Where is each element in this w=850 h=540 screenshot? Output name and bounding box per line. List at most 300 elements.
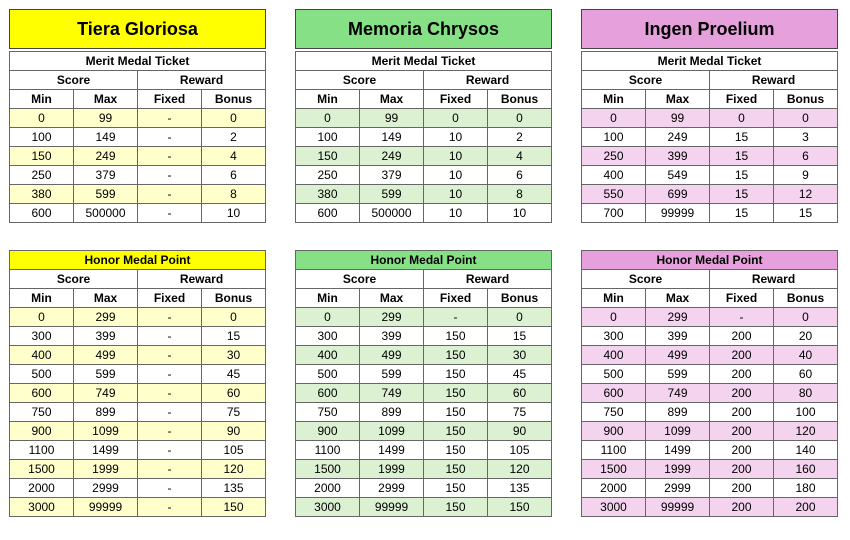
fixed-reward-cell: 150 [424, 346, 488, 365]
score-max-cell: 2999 [646, 479, 710, 498]
fixed-reward-cell: - [138, 479, 202, 498]
bonus-reward-cell: 10 [202, 204, 266, 223]
score-min-cell: 2000 [582, 479, 646, 498]
score-max-cell: 1499 [360, 441, 424, 460]
merit-medal-header: Merit Medal Ticket [582, 52, 838, 71]
score-min-cell: 3000 [10, 498, 74, 517]
bonus-reward-cell: 4 [202, 147, 266, 166]
score-max-cell: 149 [74, 128, 138, 147]
score-header: Score [582, 71, 710, 90]
score-min-cell: 300 [10, 327, 74, 346]
table-row [296, 479, 552, 498]
score-min-cell: 250 [296, 166, 360, 185]
score-max-cell: 249 [360, 147, 424, 166]
fixed-reward-cell: 10 [424, 185, 488, 204]
bonus-reward-cell: 0 [774, 109, 838, 128]
score-header: Score [296, 71, 424, 90]
table-row [10, 147, 266, 166]
bonus-reward-cell: 15 [774, 204, 838, 223]
bonus-reward-cell: 15 [202, 327, 266, 346]
table-row [582, 308, 838, 327]
table-row [296, 403, 552, 422]
bonus-reward-cell: 45 [202, 365, 266, 384]
score-max-cell: 2999 [360, 479, 424, 498]
event-title: Memoria Chrysos [295, 9, 552, 49]
bonus-header: Bonus [774, 289, 838, 308]
bonus-reward-cell: 140 [774, 441, 838, 460]
fixed-reward-cell: 10 [424, 166, 488, 185]
reward-header: Reward [138, 270, 266, 289]
max-header: Max [646, 289, 710, 308]
fixed-header: Fixed [424, 289, 488, 308]
fixed-reward-cell: 150 [424, 403, 488, 422]
merit-medal-table [295, 51, 552, 223]
table-row [296, 384, 552, 403]
fixed-reward-cell: 150 [424, 422, 488, 441]
table-row [582, 479, 838, 498]
table-row [10, 204, 266, 223]
score-max-cell: 599 [360, 185, 424, 204]
fixed-reward-cell: 200 [710, 346, 774, 365]
table-row [582, 204, 838, 223]
table-row [10, 166, 266, 185]
fixed-reward-cell: 150 [424, 365, 488, 384]
bonus-header: Bonus [774, 90, 838, 109]
score-max-cell: 299 [360, 308, 424, 327]
fixed-reward-cell: - [138, 166, 202, 185]
max-header: Max [74, 90, 138, 109]
score-min-cell: 400 [296, 346, 360, 365]
score-max-cell: 379 [74, 166, 138, 185]
fixed-header: Fixed [710, 90, 774, 109]
reward-header: Reward [710, 270, 838, 289]
event-column [9, 9, 266, 531]
table-row [582, 346, 838, 365]
score-min-cell: 3000 [582, 498, 646, 517]
score-max-cell: 500000 [74, 204, 138, 223]
score-min-cell: 1500 [10, 460, 74, 479]
score-max-cell: 899 [360, 403, 424, 422]
fixed-reward-cell: 15 [710, 166, 774, 185]
fixed-reward-cell: - [138, 204, 202, 223]
score-min-cell: 1100 [582, 441, 646, 460]
score-min-cell: 0 [296, 109, 360, 128]
score-min-cell: 1500 [582, 460, 646, 479]
fixed-reward-cell: 200 [710, 365, 774, 384]
table-row [10, 460, 266, 479]
fixed-reward-cell: - [424, 308, 488, 327]
score-max-cell: 249 [74, 147, 138, 166]
bonus-reward-cell: 100 [774, 403, 838, 422]
score-max-cell: 1999 [74, 460, 138, 479]
bonus-reward-cell: 120 [202, 460, 266, 479]
bonus-reward-cell: 0 [774, 308, 838, 327]
score-min-cell: 750 [10, 403, 74, 422]
score-max-cell: 1099 [646, 422, 710, 441]
fixed-reward-cell: 10 [424, 128, 488, 147]
fixed-reward-cell: - [138, 128, 202, 147]
fixed-reward-cell: 150 [424, 327, 488, 346]
score-min-cell: 700 [582, 204, 646, 223]
table-row [10, 128, 266, 147]
bonus-reward-cell: 150 [488, 498, 552, 517]
table-row [296, 308, 552, 327]
fixed-header: Fixed [424, 90, 488, 109]
score-max-cell: 599 [74, 185, 138, 204]
bonus-reward-cell: 105 [202, 441, 266, 460]
score-max-cell: 99999 [360, 498, 424, 517]
score-min-cell: 100 [10, 128, 74, 147]
score-min-cell: 3000 [296, 498, 360, 517]
score-header: Score [296, 270, 424, 289]
bonus-reward-cell: 120 [774, 422, 838, 441]
bonus-reward-cell: 160 [774, 460, 838, 479]
bonus-reward-cell: 45 [488, 365, 552, 384]
bonus-reward-cell: 150 [202, 498, 266, 517]
score-min-cell: 100 [296, 128, 360, 147]
score-min-cell: 550 [582, 185, 646, 204]
bonus-header: Bonus [488, 289, 552, 308]
table-row [296, 147, 552, 166]
bonus-reward-cell: 120 [488, 460, 552, 479]
table-row [10, 441, 266, 460]
table-row [296, 460, 552, 479]
bonus-reward-cell: 135 [488, 479, 552, 498]
score-max-cell: 500000 [360, 204, 424, 223]
fixed-reward-cell: 10 [424, 147, 488, 166]
score-min-cell: 900 [296, 422, 360, 441]
score-max-cell: 99 [646, 109, 710, 128]
fixed-reward-cell: - [138, 441, 202, 460]
honor-medal-header: Honor Medal Point [582, 251, 838, 270]
score-min-cell: 2000 [296, 479, 360, 498]
table-row [582, 460, 838, 479]
bonus-reward-cell: 9 [774, 166, 838, 185]
bonus-reward-cell: 30 [202, 346, 266, 365]
fixed-reward-cell: - [138, 365, 202, 384]
fixed-reward-cell: 200 [710, 422, 774, 441]
table-row [296, 365, 552, 384]
bonus-reward-cell: 15 [488, 327, 552, 346]
table-row [296, 204, 552, 223]
fixed-reward-cell: 200 [710, 498, 774, 517]
bonus-reward-cell: 8 [488, 185, 552, 204]
table-row [582, 498, 838, 517]
fixed-header: Fixed [138, 289, 202, 308]
score-min-cell: 600 [10, 384, 74, 403]
score-max-cell: 1099 [74, 422, 138, 441]
score-max-cell: 1999 [360, 460, 424, 479]
score-min-cell: 600 [10, 204, 74, 223]
score-max-cell: 499 [360, 346, 424, 365]
table-row [296, 109, 552, 128]
bonus-reward-cell: 135 [202, 479, 266, 498]
bonus-reward-cell: 12 [774, 185, 838, 204]
score-max-cell: 99 [74, 109, 138, 128]
score-header: Score [10, 270, 138, 289]
score-min-cell: 750 [296, 403, 360, 422]
min-header: Min [582, 90, 646, 109]
reward-header: Reward [424, 270, 552, 289]
table-row [10, 185, 266, 204]
fixed-reward-cell: 200 [710, 403, 774, 422]
score-max-cell: 749 [646, 384, 710, 403]
max-header: Max [360, 289, 424, 308]
score-max-cell: 749 [74, 384, 138, 403]
table-row [10, 479, 266, 498]
bonus-reward-cell: 20 [774, 327, 838, 346]
max-header: Max [646, 90, 710, 109]
score-max-cell: 379 [360, 166, 424, 185]
score-min-cell: 500 [10, 365, 74, 384]
score-max-cell: 399 [646, 147, 710, 166]
table-row [582, 147, 838, 166]
bonus-reward-cell: 200 [774, 498, 838, 517]
bonus-reward-cell: 4 [488, 147, 552, 166]
score-min-cell: 2000 [10, 479, 74, 498]
reward-header: Reward [424, 71, 552, 90]
bonus-reward-cell: 180 [774, 479, 838, 498]
score-max-cell: 1499 [646, 441, 710, 460]
score-min-cell: 380 [296, 185, 360, 204]
fixed-reward-cell: 0 [710, 109, 774, 128]
fixed-reward-cell: 15 [710, 128, 774, 147]
table-row [296, 166, 552, 185]
table-row [582, 185, 838, 204]
bonus-reward-cell: 10 [488, 204, 552, 223]
bonus-reward-cell: 3 [774, 128, 838, 147]
min-header: Min [296, 90, 360, 109]
score-min-cell: 0 [296, 308, 360, 327]
fixed-reward-cell: - [138, 109, 202, 128]
merit-medal-table [9, 51, 266, 223]
score-min-cell: 400 [582, 346, 646, 365]
table-row [296, 498, 552, 517]
score-max-cell: 99999 [646, 498, 710, 517]
table-row [582, 365, 838, 384]
bonus-reward-cell: 80 [774, 384, 838, 403]
score-max-cell: 499 [646, 346, 710, 365]
fixed-reward-cell: 10 [424, 204, 488, 223]
score-min-cell: 250 [582, 147, 646, 166]
score-max-cell: 899 [646, 403, 710, 422]
score-min-cell: 600 [296, 204, 360, 223]
table-row [10, 327, 266, 346]
score-min-cell: 300 [582, 327, 646, 346]
bonus-reward-cell: 90 [202, 422, 266, 441]
score-header: Score [10, 71, 138, 90]
score-header: Score [582, 270, 710, 289]
score-max-cell: 499 [74, 346, 138, 365]
score-min-cell: 600 [296, 384, 360, 403]
fixed-header: Fixed [138, 90, 202, 109]
bonus-reward-cell: 0 [488, 109, 552, 128]
score-min-cell: 900 [10, 422, 74, 441]
score-min-cell: 250 [10, 166, 74, 185]
fixed-header: Fixed [710, 289, 774, 308]
fixed-reward-cell: 150 [424, 441, 488, 460]
table-row [582, 109, 838, 128]
fixed-reward-cell: - [138, 185, 202, 204]
score-min-cell: 300 [296, 327, 360, 346]
score-min-cell: 100 [582, 128, 646, 147]
table-row [582, 384, 838, 403]
min-header: Min [296, 289, 360, 308]
table-row [296, 128, 552, 147]
score-min-cell: 400 [582, 166, 646, 185]
table-row [582, 128, 838, 147]
score-min-cell: 500 [582, 365, 646, 384]
fixed-reward-cell: - [138, 346, 202, 365]
bonus-reward-cell: 2 [488, 128, 552, 147]
fixed-reward-cell: - [138, 422, 202, 441]
score-min-cell: 150 [296, 147, 360, 166]
table-row [10, 384, 266, 403]
bonus-reward-cell: 0 [202, 308, 266, 327]
bonus-reward-cell: 6 [774, 147, 838, 166]
max-header: Max [74, 289, 138, 308]
event-column [295, 9, 552, 531]
score-max-cell: 99 [360, 109, 424, 128]
score-min-cell: 0 [10, 109, 74, 128]
score-min-cell: 600 [582, 384, 646, 403]
score-min-cell: 400 [10, 346, 74, 365]
score-max-cell: 2999 [74, 479, 138, 498]
fixed-reward-cell: 0 [424, 109, 488, 128]
table-row [10, 498, 266, 517]
fixed-reward-cell: 200 [710, 460, 774, 479]
event-title: Tiera Gloriosa [9, 9, 266, 49]
score-max-cell: 549 [646, 166, 710, 185]
table-row [10, 308, 266, 327]
score-min-cell: 500 [296, 365, 360, 384]
score-min-cell: 750 [582, 403, 646, 422]
fixed-reward-cell: - [710, 308, 774, 327]
fixed-reward-cell: - [138, 460, 202, 479]
fixed-reward-cell: 15 [710, 204, 774, 223]
score-max-cell: 149 [360, 128, 424, 147]
score-min-cell: 380 [10, 185, 74, 204]
score-max-cell: 599 [360, 365, 424, 384]
score-min-cell: 150 [10, 147, 74, 166]
table-row [296, 441, 552, 460]
min-header: Min [582, 289, 646, 308]
score-max-cell: 99999 [646, 204, 710, 223]
fixed-reward-cell: 200 [710, 441, 774, 460]
table-row [10, 109, 266, 128]
table-row [10, 422, 266, 441]
fixed-reward-cell: 15 [710, 147, 774, 166]
score-min-cell: 1500 [296, 460, 360, 479]
table-row [10, 403, 266, 422]
bonus-reward-cell: 6 [488, 166, 552, 185]
table-row [582, 422, 838, 441]
table-row [296, 346, 552, 365]
bonus-reward-cell: 75 [488, 403, 552, 422]
bonus-reward-cell: 60 [774, 365, 838, 384]
event-column [581, 9, 838, 531]
honor-medal-table [9, 250, 266, 517]
fixed-reward-cell: - [138, 308, 202, 327]
score-max-cell: 99999 [74, 498, 138, 517]
fixed-reward-cell: - [138, 403, 202, 422]
table-row [296, 422, 552, 441]
fixed-reward-cell: 150 [424, 384, 488, 403]
bonus-reward-cell: 2 [202, 128, 266, 147]
fixed-reward-cell: 150 [424, 479, 488, 498]
bonus-reward-cell: 90 [488, 422, 552, 441]
bonus-reward-cell: 105 [488, 441, 552, 460]
table-row [582, 166, 838, 185]
fixed-reward-cell: 200 [710, 479, 774, 498]
fixed-reward-cell: 200 [710, 384, 774, 403]
fixed-reward-cell: - [138, 147, 202, 166]
score-max-cell: 749 [360, 384, 424, 403]
reward-header: Reward [138, 71, 266, 90]
honor-medal-header: Honor Medal Point [10, 251, 266, 270]
score-max-cell: 699 [646, 185, 710, 204]
bonus-reward-cell: 0 [202, 109, 266, 128]
fixed-reward-cell: 150 [424, 460, 488, 479]
fixed-reward-cell: - [138, 384, 202, 403]
honor-medal-table [581, 250, 838, 517]
score-max-cell: 299 [646, 308, 710, 327]
bonus-reward-cell: 6 [202, 166, 266, 185]
bonus-reward-cell: 60 [488, 384, 552, 403]
table-row [582, 327, 838, 346]
max-header: Max [360, 90, 424, 109]
score-max-cell: 249 [646, 128, 710, 147]
score-max-cell: 399 [646, 327, 710, 346]
event-title: Ingen Proelium [581, 9, 838, 49]
fixed-reward-cell: - [138, 498, 202, 517]
table-row [10, 365, 266, 384]
bonus-header: Bonus [488, 90, 552, 109]
score-max-cell: 1999 [646, 460, 710, 479]
bonus-reward-cell: 0 [488, 308, 552, 327]
honor-medal-header: Honor Medal Point [296, 251, 552, 270]
fixed-reward-cell: 15 [710, 185, 774, 204]
score-min-cell: 1100 [10, 441, 74, 460]
min-header: Min [10, 90, 74, 109]
table-row [10, 346, 266, 365]
merit-medal-header: Merit Medal Ticket [10, 52, 266, 71]
bonus-header: Bonus [202, 289, 266, 308]
fixed-reward-cell: 200 [710, 327, 774, 346]
score-min-cell: 0 [10, 308, 74, 327]
score-min-cell: 0 [582, 308, 646, 327]
bonus-reward-cell: 30 [488, 346, 552, 365]
merit-medal-header: Merit Medal Ticket [296, 52, 552, 71]
bonus-reward-cell: 8 [202, 185, 266, 204]
score-max-cell: 399 [74, 327, 138, 346]
table-row [582, 441, 838, 460]
score-max-cell: 599 [646, 365, 710, 384]
score-min-cell: 1100 [296, 441, 360, 460]
fixed-reward-cell: - [138, 327, 202, 346]
fixed-reward-cell: 150 [424, 498, 488, 517]
table-row [296, 185, 552, 204]
honor-medal-table [295, 250, 552, 517]
bonus-reward-cell: 60 [202, 384, 266, 403]
merit-medal-table [581, 51, 838, 223]
score-max-cell: 1099 [360, 422, 424, 441]
score-max-cell: 599 [74, 365, 138, 384]
reward-header: Reward [710, 71, 838, 90]
bonus-reward-cell: 75 [202, 403, 266, 422]
score-max-cell: 399 [360, 327, 424, 346]
score-min-cell: 0 [582, 109, 646, 128]
